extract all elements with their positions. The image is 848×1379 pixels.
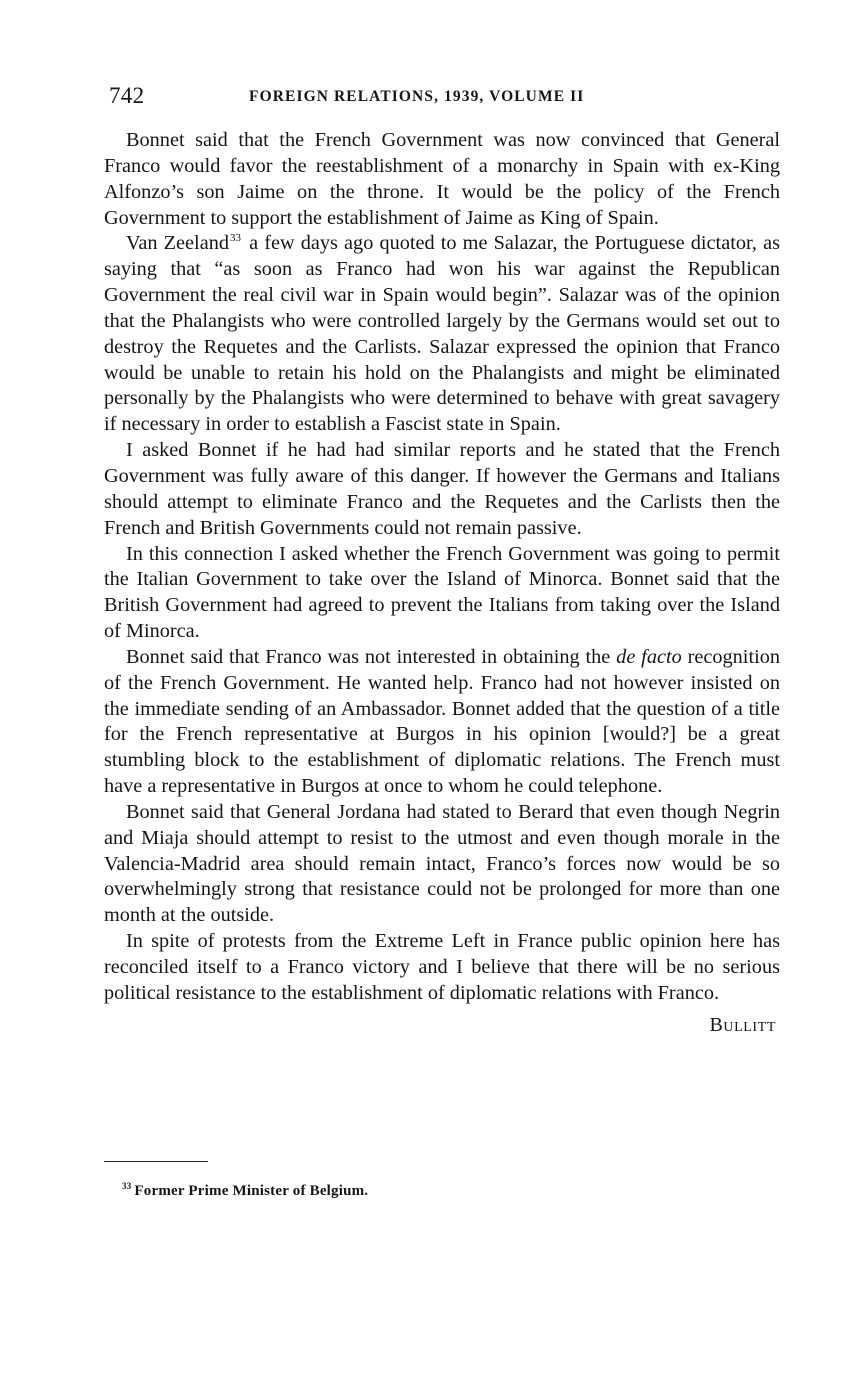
paragraph-2-start: Van Zeeland <box>126 232 229 255</box>
page-header <box>109 82 777 112</box>
footnote-reference: 33 <box>229 232 241 245</box>
paragraph-7: In spite of protests from the Extreme Left in France public opinion here has reconciled itself to a Franco victory and I believe that there will be no serious political resistance to the establishment of diplomatic relations with Franco. <box>104 930 780 1004</box>
running-head: FOREIGN RELATIONS, 1939, VOLUME II <box>249 88 585 105</box>
footnote-text: Former Prime Minister of Belgium. <box>134 1183 369 1199</box>
footnote-divider <box>104 1161 208 1162</box>
paragraph-5 <box>104 645 780 800</box>
paragraph-3: I asked Bonnet if he had had similar reports and he stated that the French Government was fully aware of this danger. If however the Germans and Italians should attempt to eliminate Franco and the Requetes and the Carlists then the French and British Governments could not remain passive. <box>104 439 780 539</box>
paragraph-2 <box>104 231 780 438</box>
signature: Bullitt <box>709 1013 776 1036</box>
page-number: 742 <box>109 83 145 108</box>
paragraph-5-rest: recognition of the French Government. He wanted help. Franco had not however insisted on the immediate sending of an Ambassador. Bonnet added that the question of a title for the French representative at Burgos in his opinion [would?] be a great stumbling block to the establishment of diplomatic relations. The French must have a representative in Burgos at once to whom he could telephone. <box>104 645 780 798</box>
footnote-mark: 33 <box>122 1181 132 1191</box>
paragraph-6: Bonnet said that General Jordana had stated to Berard that even though Negrin and Miaja should attempt to resist to the utmost and even though morale in the Valencia-Madrid area should remain intact, Franco’s forces now would be so overwhelmingly strong that resistance could not be prolonged for more than one month at the outside. <box>104 800 780 927</box>
paragraph-5-start: Bonnet said that Franco was not interested in obtaining the <box>126 645 611 668</box>
document-body <box>104 128 780 1039</box>
footnote <box>122 1181 368 1201</box>
italic-term: de facto <box>616 645 682 668</box>
paragraph-2-rest: a few days ago quoted to me Salazar, the Portuguese dictator, as saying that “as soon as Franco had won his war against the Republican Government the real civil war in Spain would begin”. Salazar was of the opinion that the Phalangists who were controlled largely by the Germans would set out to destroy the Requetes and the Carlists. Salazar expressed the opinion that Franco would be unable to retain his hold on the Phalangists and might be eliminated personally by the Phalangists who were determined to behave with great savagery if necessary in order to establish a Fascist state in Spain. <box>104 232 780 436</box>
paragraph-1: Bonnet said that the French Government was now convinced that General Franco would favor the reestablishment of a monarchy in Spain with ex-King Alfonzo’s son Jaime on the throne. It would be the policy of the French Government to support the establishment of Jaime as King of Spain. <box>104 129 780 229</box>
paragraph-4: In this connection I asked whether the French Government was going to permit the Italian Government to take over the Island of Minorca. Bonnet said that the British Government had agreed to prevent the Italians from taking over the Island of Minorca. <box>104 542 780 643</box>
